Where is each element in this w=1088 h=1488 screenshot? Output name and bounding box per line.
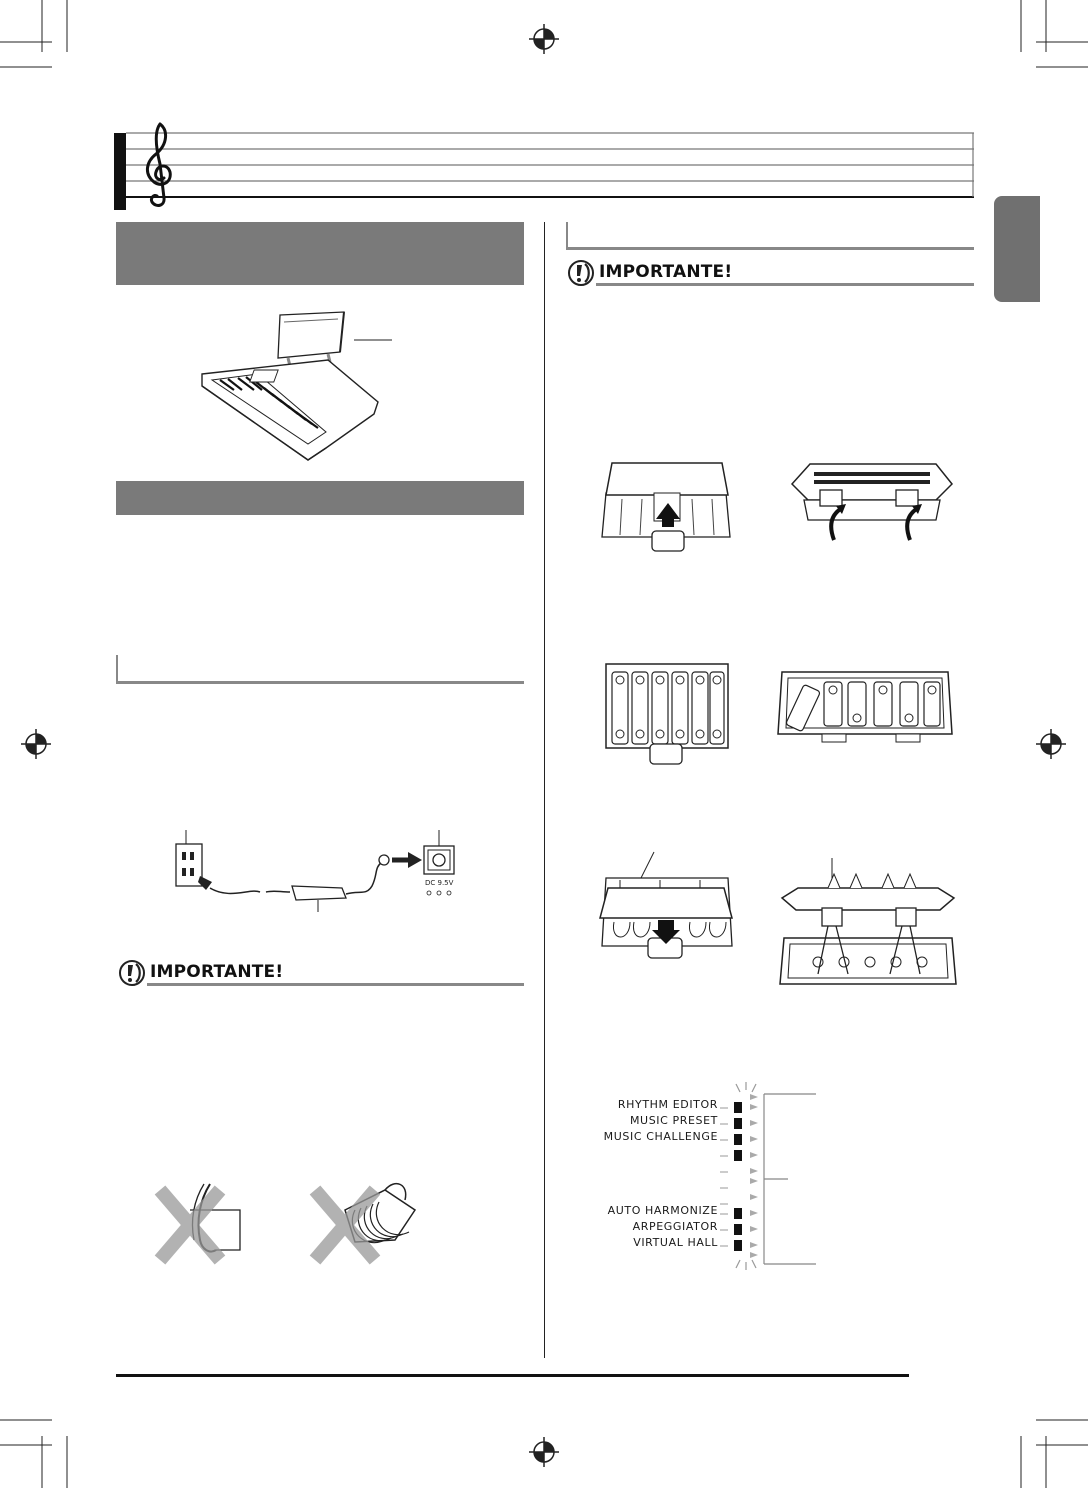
lcd-label-auto-harmonize: AUTO HARMONIZE (607, 1204, 718, 1217)
important-rule-left (147, 983, 524, 986)
bent-cord-warning-illustration (150, 1180, 260, 1270)
dc-rating-label: DC 9.5V (425, 879, 454, 887)
subsection-rule-left-bottom (116, 681, 524, 684)
lcd-indicator-segments (716, 1082, 826, 1272)
subsection-rule-right-left (566, 222, 568, 250)
footer-rule (116, 1374, 909, 1377)
registration-mark-top (529, 24, 559, 54)
important-rule-right (596, 283, 974, 286)
section-title-panel (116, 222, 524, 285)
side-language-tab (994, 196, 1040, 302)
section-panel-power (116, 481, 524, 515)
registration-mark-left (21, 729, 51, 759)
subsection-rule-right (566, 247, 974, 250)
registration-mark-bottom (529, 1437, 559, 1467)
battery-cover-underside-illustration (792, 460, 952, 548)
battery-compartment-illustration (602, 660, 732, 764)
ac-adaptor-illustration (170, 830, 470, 920)
treble-clef-icon (138, 118, 178, 208)
important-heading-left: IMPORTANTE! (150, 962, 284, 982)
lcd-label-music-preset: MUSIC PRESET (629, 1114, 718, 1127)
lcd-label-arpeggiator: ARPEGGIATOR (632, 1220, 718, 1233)
warning-icon (117, 958, 147, 988)
warning-icon-right (566, 258, 596, 288)
subsection-rule-left (116, 655, 118, 683)
column-divider (544, 222, 545, 1358)
lcd-label-rhythm-editor: RHYTHM EDITOR (617, 1098, 718, 1111)
keyboard-music-stand-illustration (198, 310, 398, 470)
lcd-label-virtual-hall: VIRTUAL HALL (633, 1236, 718, 1249)
registration-mark-right (1036, 729, 1066, 759)
battery-cover-replace-illustration (600, 852, 740, 962)
wrapped-cord-warning-illustration (305, 1180, 435, 1270)
important-heading-right: IMPORTANTE! (599, 262, 733, 282)
staff-header (114, 120, 974, 210)
lcd-label-music-challenge: MUSIC CHALLENGE (603, 1130, 718, 1143)
lcd-indicator-labels (560, 1098, 718, 1258)
battery-insertion-illustration (776, 666, 954, 750)
battery-cover-remove-illustration (602, 459, 732, 551)
battery-cover-attach-illustration (778, 858, 958, 988)
